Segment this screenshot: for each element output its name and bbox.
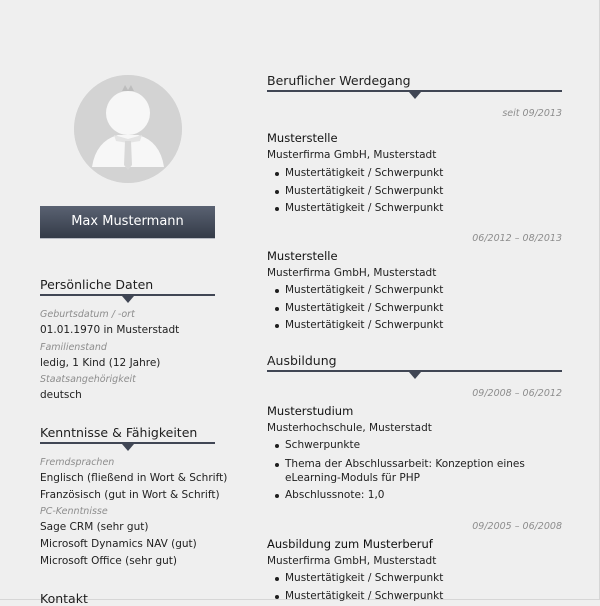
list-item: Mustertätigkeit / Schwerpunkt <box>267 300 562 318</box>
entry-date: 06/2012 – 08/2013 <box>472 233 562 244</box>
career-section-title: Beruflicher Werdegang <box>267 73 411 88</box>
education-section-title: Ausbildung <box>267 353 337 368</box>
birth-value: 01.01.1970 in Musterstadt <box>40 324 180 336</box>
personal-section-rule <box>40 294 215 296</box>
name-banner: Max Mustermann <box>40 206 215 238</box>
list-item: Mustertätigkeit / Schwerpunkt <box>267 588 562 606</box>
skills-section-title: Kenntnisse & Fähigkeiten <box>40 425 198 440</box>
entry-company: Musterfirma GmbH, Musterstadt <box>267 149 437 161</box>
list-item: Mustertätigkeit / Schwerpunkt <box>267 200 562 218</box>
entry-company: Musterfirma GmbH, Musterstadt <box>267 267 437 279</box>
nationality-label: Staatsangehörigkeit <box>40 374 136 385</box>
list-item: Schwerpunkte <box>267 437 562 455</box>
entry-date: 09/2005 – 06/2008 <box>472 521 562 532</box>
entry-task-list <box>267 437 562 504</box>
entry-position: Musterstelle <box>267 131 338 145</box>
pc-skill-item: Microsoft Dynamics NAV (gut) <box>40 538 197 550</box>
pc-skill-item: Microsoft Office (sehr gut) <box>40 555 177 567</box>
list-item: Mustertätigkeit / Schwerpunkt <box>267 317 562 335</box>
entry-task-list <box>267 282 562 335</box>
entry-company: Musterhochschule, Musterstadt <box>267 422 432 434</box>
list-item: Mustertätigkeit / Schwerpunkt <box>267 183 562 201</box>
pc-skills-label: PC-Kenntnisse <box>40 506 108 517</box>
nationality-value: deutsch <box>40 389 82 401</box>
language-item: Englisch (fließend in Wort & Schrift) <box>40 472 228 484</box>
avatar-placeholder-icon <box>74 75 182 183</box>
pc-skill-item: Sage CRM (sehr gut) <box>40 521 149 533</box>
entry-position: Musterstudium <box>267 404 354 418</box>
language-item: Französisch (gut in Wort & Schrift) <box>40 489 220 501</box>
languages-label: Fremdsprachen <box>40 457 115 468</box>
list-item: Abschlussnote: 1,0 <box>267 487 562 505</box>
list-item: Mustertätigkeit / Schwerpunkt <box>267 570 562 588</box>
entry-position: Ausbildung zum Musterberuf <box>267 537 433 551</box>
family-value: ledig, 1 Kind (12 Jahre) <box>40 357 161 369</box>
list-item: Mustertätigkeit / Schwerpunkt <box>267 165 562 183</box>
list-item: Thema der Abschlussarbeit: Konzeption eines eLearning-Moduls für PHP <box>267 455 562 487</box>
skills-section-rule <box>40 442 215 444</box>
birth-label: Geburtsdatum / -ort <box>40 309 135 320</box>
entry-date: seit 09/2013 <box>502 108 562 119</box>
entry-position: Musterstelle <box>267 249 338 263</box>
entry-task-list <box>267 165 562 218</box>
entry-company: Musterfirma GmbH, Musterstadt <box>267 555 437 567</box>
personal-section-title: Persönliche Daten <box>40 277 154 292</box>
family-label: Familienstand <box>40 342 107 353</box>
career-section-rule <box>267 90 562 92</box>
list-item: Mustertätigkeit / Schwerpunkt <box>267 282 562 300</box>
entry-date: 09/2008 – 06/2012 <box>472 388 562 399</box>
contact-section-title: Kontakt <box>40 591 88 606</box>
education-section-rule <box>267 370 562 372</box>
